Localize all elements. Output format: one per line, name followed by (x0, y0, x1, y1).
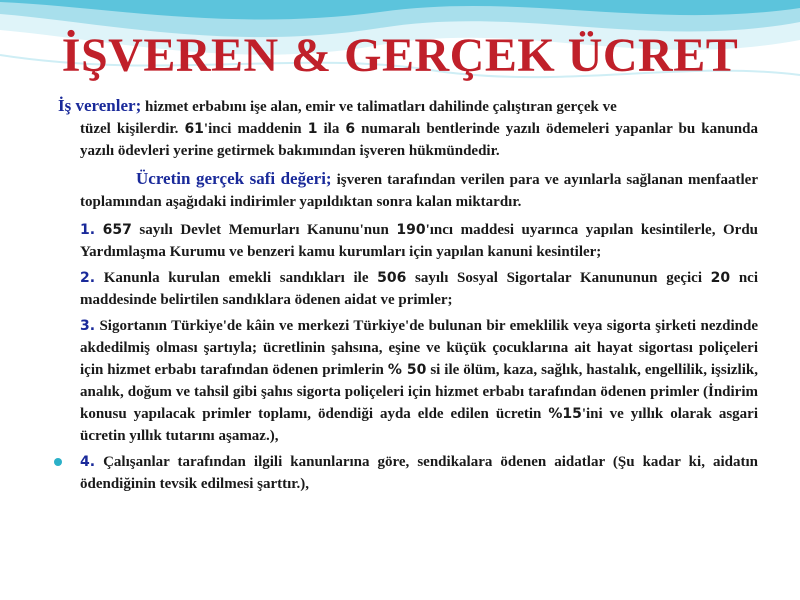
item-text: sayılı Sosyal Sigortalar Kanununun geçici (406, 270, 711, 286)
list-item-3 (80, 315, 758, 447)
p1-text-a: tüzel kişilerdir. (80, 121, 185, 137)
p1-number-6: 6 (345, 121, 356, 137)
slide-content (58, 95, 758, 499)
item-text: Sigortanın Türkiye'de kâin ve merkezi Türkiye'de bulunan bir emeklilik veya sigorta şirketi nezdinde akdedilmiş olması şartıyla; ücretlinin şahsına, eşine ve küçük çocuklarına ait hayat sigortası poliçeleri için hizmet erbabı tarafından ödenen primlerin (80, 318, 758, 378)
p1-rest (80, 118, 758, 162)
p2-text: işveren tarafından verilen para ve ayınlarla sağlanan menfaatler toplamından aşağıdaki indirimler yapıldıktan sonra kalan miktardır. (80, 172, 758, 210)
item-text: Kanunla kurulan emekli sandıkları ile (95, 270, 378, 286)
item-number-value: % 50 (387, 362, 427, 378)
item-text: 'ini ve yıllık olarak asgari ücretin yıllık tutarını aşamaz.), (80, 406, 758, 444)
list-item-2 (80, 267, 758, 311)
paragraph-employers (58, 95, 758, 162)
p1-number-1: 1 (307, 121, 318, 137)
term-employers: İş verenler; (58, 96, 142, 115)
p1-text-b: 'inci maddenin (203, 121, 308, 137)
p1-text-d: numaralı bentlerinde yazılı ödemeleri yapanlar bu kanunda yazılı ödevleri yerine getirmek bakımından işveren hükmündedir. (80, 121, 758, 159)
p1-text-c: ila (317, 121, 346, 137)
item-text: Çalışanlar tarafından ilgili kanunlarına göre, sendikalara ödenen aidatlar (Şu kadar ki, aidatın ödendiğinin tevsik edilmesi şarttır.), (80, 454, 758, 492)
list-item-1 (80, 219, 758, 263)
item-number-value: 506 (377, 270, 407, 286)
term-real-net-wage: Ücretin gerçek safi değeri; (136, 169, 332, 188)
item-text: sayılı Devlet Memurları Kanunu'nun (131, 222, 397, 238)
item-number: 3. (80, 318, 96, 334)
item-text: 'ıncı maddesi uyarınca yapılan kesintilerle, Ordu Yardımlaşma Kurumu ve benzeri kamu kurumları için yapılan kanuni kesintiler; (80, 222, 759, 260)
paragraph-real-net-wage (80, 168, 758, 213)
item-number-value: 190 (396, 222, 426, 238)
p1-number-61: 61 (184, 121, 204, 137)
item-number: 2. (80, 270, 96, 286)
item-number-value: 657 (102, 222, 132, 238)
item-text (95, 222, 103, 238)
bullet-dot-icon (54, 458, 62, 466)
item-number-value: %15 (548, 406, 582, 422)
list-item-4 (80, 451, 758, 495)
item-number: 4. (80, 454, 96, 470)
p1-line1: hizmet erbabını işe alan, emir ve talimatları dahilinde çalıştıran gerçek ve (141, 99, 617, 115)
item-number: 1. (80, 222, 96, 238)
item-text: nci maddesinde belirtilen sandıklara ödenen aidat ve primler; (80, 270, 758, 308)
slide-title: İŞVEREN & GERÇEK ÜCRET (61, 29, 739, 82)
item-number-value: 20 (710, 270, 731, 286)
item-text: si ile ölüm, kaza, sağlık, hastalık, engellilik, işsizlik, analık, doğum ve tahsil gibi şahıs sigorta poliçeleri için hizmet erbabı tarafından ödenen primler (İndirim konusu yapılacak primler toplamı, ödendiği ayda elde edilen ücretin (80, 362, 758, 422)
